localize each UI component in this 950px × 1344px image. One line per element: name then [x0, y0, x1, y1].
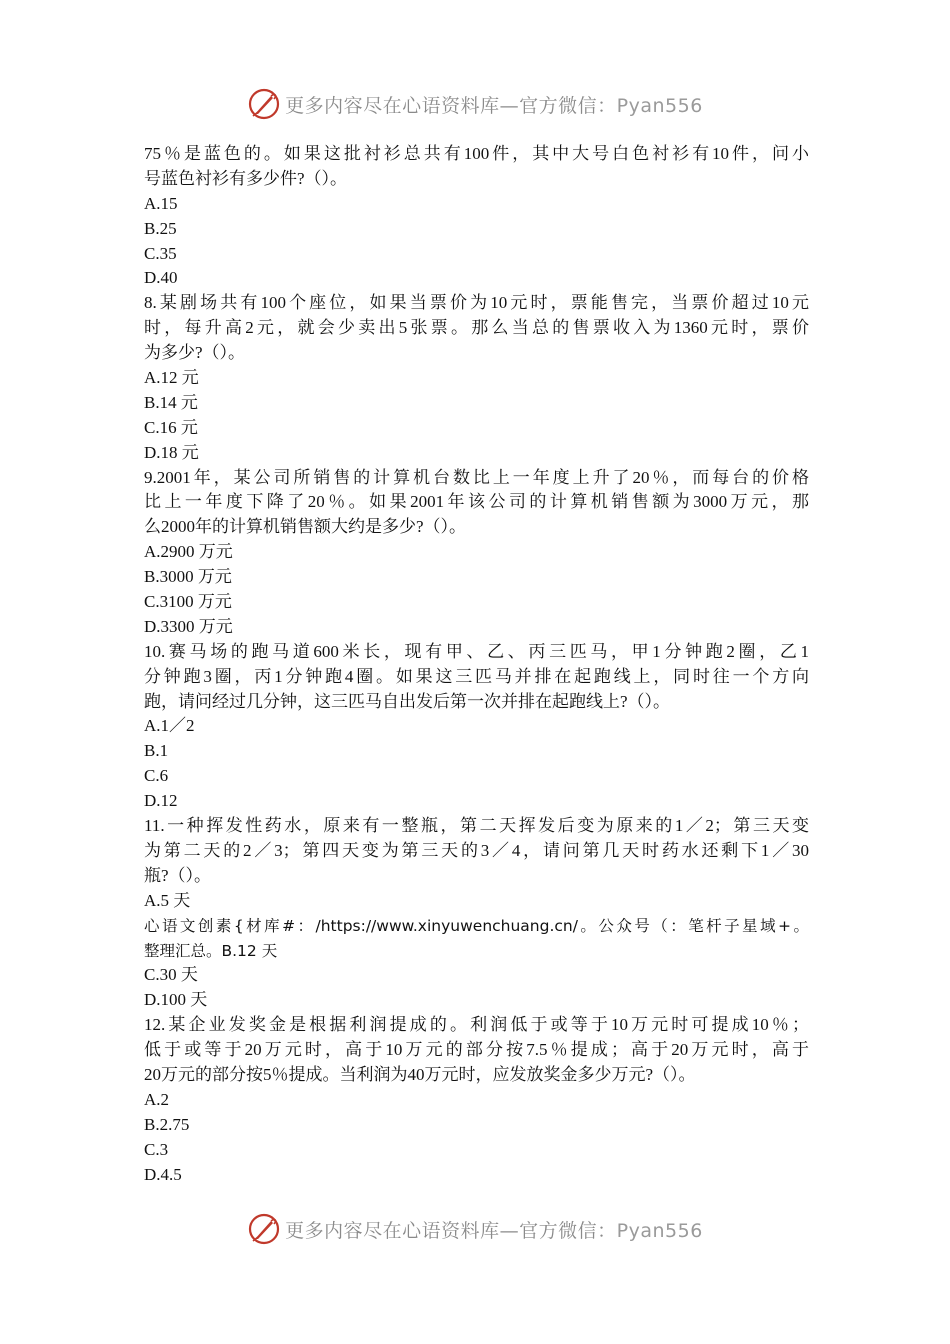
text-line: 么2000年的计算机销售额大约是多少?（）。	[144, 517, 467, 537]
text-line: 为多少?（）。	[144, 343, 246, 363]
text-line: C.16 元	[144, 417, 198, 437]
text-line: C.30 天	[144, 965, 198, 985]
feather-pen-logo-icon	[247, 1212, 281, 1246]
text-line: 11.一种挥发性药水，原来有一整瓶，第二天挥发后变为原来的1／2；第三天变	[144, 816, 809, 836]
text-line: 瓶?（）。	[144, 865, 212, 885]
text-line: 为第二天的2／3；第四天变为第三天的3／4，请问第几天时药水还剩下1／30	[144, 840, 809, 860]
text-line: 20万元的部分按5％提成。当利润为40万元时，应发放奖金多少万元?（）。	[144, 1064, 696, 1084]
text-line: B.25	[144, 218, 177, 238]
text-line: A.1／2	[144, 716, 195, 736]
header-banner	[0, 84, 950, 124]
text-line: 12.某企业发奖金是根据利润提成的。利润低于或等于10万元时可提成10％；	[144, 1015, 809, 1035]
text-line: B.2.75	[144, 1114, 190, 1134]
feather-pen-logo-icon	[247, 87, 281, 121]
text-line: 9.2001年，某公司所销售的计算机台数比上一年度上升了20％，而每台的价格	[144, 467, 809, 487]
text-line: 心语文创素{材库#：/https://www.xinyuwenchuang.cn/。公众号（：笔杆子星域+。	[144, 916, 809, 935]
text-line: A.2	[144, 1089, 170, 1109]
text-line: D.40	[144, 268, 178, 288]
banner-title	[285, 91, 703, 118]
banner-wechat-id: Pyan556	[616, 94, 703, 117]
text-line: 整理汇总。B.12 天	[144, 941, 278, 960]
text-line: 低于或等于20万元时，高于10万元的部分按7.5％提成；高于20万元时，高于	[144, 1040, 809, 1060]
text-line: 分钟跑3圈，丙1分钟跑4圈。如果这三匹马并排在起跑线上，同时往一个方向	[144, 666, 809, 686]
banner-title	[285, 1216, 703, 1243]
text-line: 10.赛马场的跑马道600米长，现有甲、乙、丙三匹马，甲1分钟跑2圈，乙1	[144, 641, 809, 661]
document-body	[144, 142, 809, 1187]
text-line: 75％是蓝色的。如果这批衬衫总共有100件，其中大号白色衬衫有10件，问小	[144, 144, 809, 163]
text-line: D.4.5	[144, 1164, 182, 1184]
text-line: D.12	[144, 791, 178, 811]
text-line: D.100 天	[144, 990, 208, 1010]
text-line: B.3000 万元	[144, 567, 232, 587]
text-line: 时，每升高2元，就会少卖出5张票。那么当总的售票收入为1360元时，票价	[144, 318, 809, 338]
banner-wechat-id: Pyan556	[616, 1219, 703, 1242]
text-line: A.5 天	[144, 890, 191, 910]
text-line: C.3	[144, 1139, 169, 1159]
banner-text: 更多内容尽在心语资料库—官方微信：	[285, 1219, 617, 1242]
banner-text: 更多内容尽在心语资料库—官方微信：	[285, 94, 617, 117]
text-line: 跑，请问经过几分钟，这三匹马自出发后第一次并排在起跑线上?（）。	[144, 691, 671, 711]
text-line: C.35	[144, 243, 177, 263]
text-line: A.2900 万元	[144, 542, 233, 562]
text-line: A.12 元	[144, 368, 199, 388]
footer-banner	[0, 1209, 950, 1249]
text-line: C.3100 万元	[144, 592, 232, 612]
text-line: 8.某剧场共有100个座位，如果当票价为10元时，票能售完，当票价超过10元	[144, 293, 809, 313]
text-line: C.6	[144, 766, 169, 786]
text-line: 比上一年度下降了20％。如果2001年该公司的计算机销售额为3000万元，那	[144, 492, 809, 512]
text-line: B.14 元	[144, 392, 198, 412]
text-line: A.15	[144, 193, 178, 213]
text-line: D.18 元	[144, 442, 199, 462]
text-line: 号蓝色衬衫有多少件?（）。	[144, 168, 348, 188]
text-line: D.3300 万元	[144, 616, 233, 636]
text-line: B.1	[144, 741, 169, 761]
